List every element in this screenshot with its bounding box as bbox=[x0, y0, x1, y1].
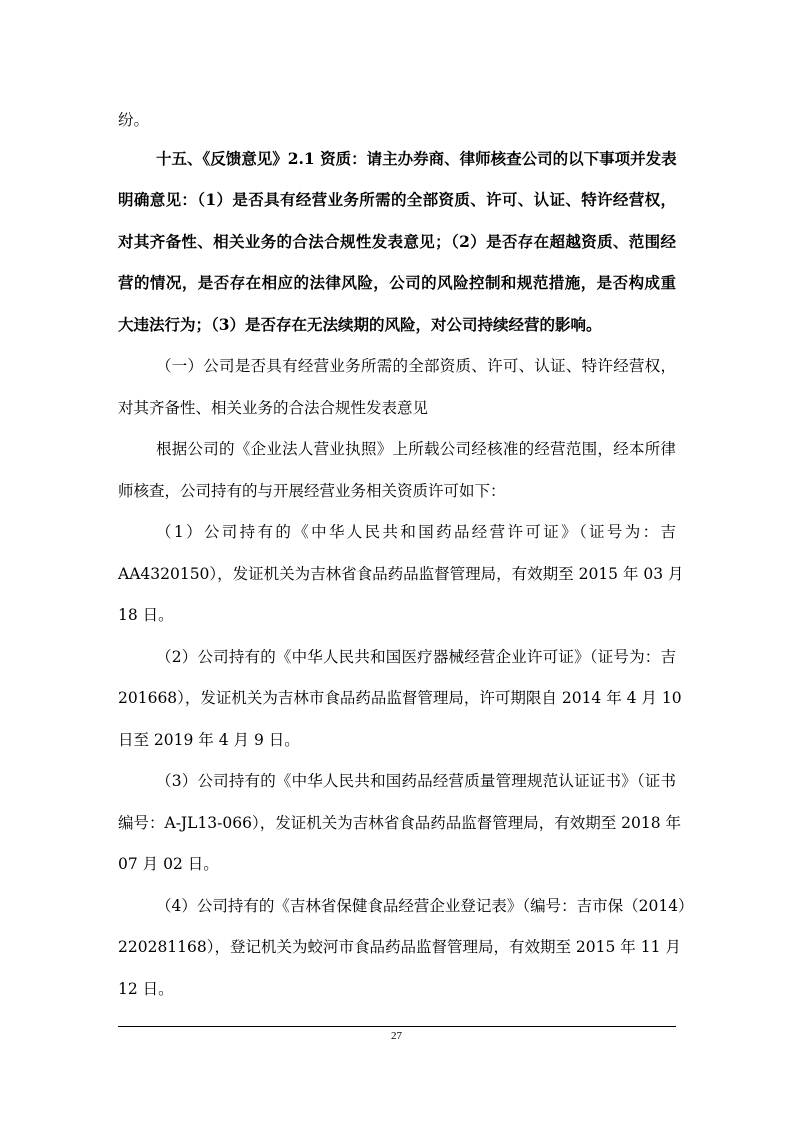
paragraph-line: 根据公司的《企业法人营业执照》上所载公司经核准的经营范围，经本所律 bbox=[156, 440, 676, 458]
item-2-line: 日至 2019 年 4 月 9 日。 bbox=[118, 731, 300, 749]
item-1-line: （1）公司持有的《中华人民共和国药品经营许可证》（证号为：吉 bbox=[156, 523, 676, 541]
footer-divider bbox=[118, 1026, 676, 1027]
question-line: 明确意见：（1）是否具有经营业务所需的全部资质、许可、认证、特许经营权， bbox=[118, 190, 676, 209]
text-line: 纷。 bbox=[118, 111, 150, 129]
item-1-line: AA4320150），发证机关为吉林省食品药品监督管理局，有效期至 2015 年 03 月 bbox=[118, 565, 684, 583]
page-number: 27 bbox=[391, 1030, 402, 1042]
item-2-line: （2）公司持有的《中华人民共和国医疗器械经营企业许可证》（证号为：吉 bbox=[156, 648, 676, 666]
question-line: 营的情况，是否存在相应的法律风险，公司的风险控制和规范措施，是否构成重 bbox=[118, 273, 676, 292]
item-4-line: （4）公司持有的《吉林省保健食品经营企业登记表》（编号：吉市保（2014） bbox=[156, 897, 694, 915]
item-4-line: 12 日。 bbox=[118, 980, 174, 998]
item-2-line: 201668），发证机关为吉林市食品药品监督管理局，许可期限自 2014 年 4 月 10 bbox=[118, 689, 682, 707]
item-3-line: （3）公司持有的《中华人民共和国药品经营质量管理规范认证证书》（证书 bbox=[156, 772, 676, 790]
item-3-line: 编号：A-JL13-066），发证机关为吉林省食品药品监督管理局，有效期至 2018 年 bbox=[118, 814, 682, 832]
section-heading-line: 对其齐备性、相关业务的合法合规性发表意见 bbox=[118, 399, 429, 417]
item-4-line: 220281168），登记机关为蛟河市食品药品监督管理局，有效期至 2015 年 11 月 bbox=[118, 938, 681, 956]
question-line: 对其齐备性、相关业务的合法合规性发表意见；（2）是否存在超越资质、范围经 bbox=[118, 232, 676, 251]
section-heading-line: （一）公司是否具有经营业务所需的全部资质、许可、认证、特许经营权， bbox=[156, 357, 676, 375]
question-heading-line: 十五、《反馈意见》2.1 资质：请主办券商、律师核查公司的以下事项并发表 bbox=[156, 149, 677, 168]
question-line: 大违法行为；（3）是否存在无法续期的风险，对公司持续经营的影响。 bbox=[118, 315, 602, 334]
paragraph-line: 师核查，公司持有的与开展经营业务相关资质许可如下： bbox=[118, 482, 506, 500]
item-3-line: 07 月 02 日。 bbox=[118, 855, 219, 873]
item-1-line: 18 日。 bbox=[118, 606, 174, 624]
